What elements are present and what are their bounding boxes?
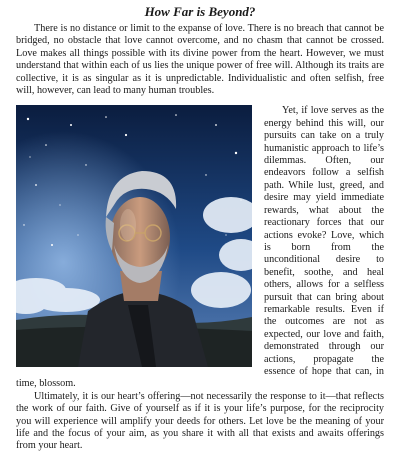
paragraph-1: There is no distance or limit to the expanse of love. There is no breach that cannot be bridged, no obstacle that love cannot overcome, and no chasm that cannot be crossed. Love makes all things possible with its divine power from the heart. However, we must understand that within each of us lies the unique power of free will. Although its traits are collective, it is as singular as it is unpredictable. Individualistic and often selfish, free will, however, can lead to many human troubles. bbox=[16, 23, 384, 97]
document-title: How Far is Beyond? bbox=[144, 4, 256, 19]
illustration-image bbox=[16, 105, 252, 367]
paragraph-2: Yet, if love serves as the energy behind this will, our pursuits can take on a truly humanistic approach to life’s dilemmas. Often, our endeavors follow a selfish path. While lust, greed, and desire may yield immediate rewards, what about the reactionary forces that our actions evoke? Love, which is born from the unconditional desire to benefit, soothe, and heal others, allows for a selfless pursuit that can bring about remarkable results. Even if the outcomes are not as expected, our love and faith, demonstrated through our actions, propagate the essence of hope that can, in time, blossom. bbox=[16, 105, 384, 390]
man-under-stars-picture bbox=[16, 105, 252, 367]
paragraph-3: Ultimately, it is our heart’s offering—not necessarily the response to it—that reflects the work of our faith. Give of yourself as if it is your life’s purpose, for the reciprocity you will experience will amplify your deeds for others. Let love be the meaning of your life and the focus of your aim, as you share it with all that exists and awaits offerings from your heart. bbox=[16, 390, 384, 452]
